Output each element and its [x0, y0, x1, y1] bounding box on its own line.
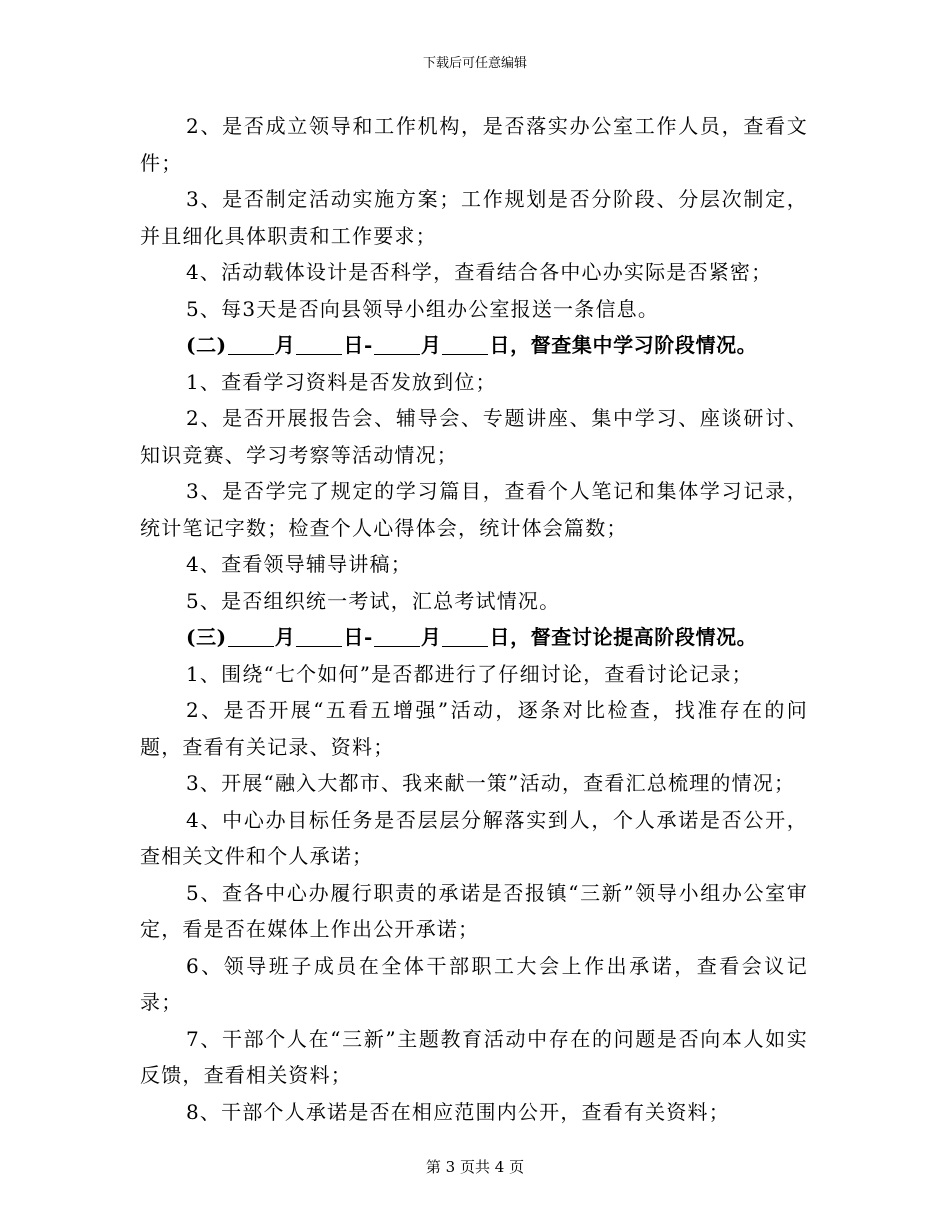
- list-item: 7、干部个人在“三新”主题教育活动中存在的问题是否向本人如实反馈，查看相关资料；: [140, 1026, 808, 1087]
- heading-prefix: (三): [186, 625, 227, 649]
- list-item: 4、查看领导辅导讲稿；: [186, 552, 412, 576]
- document-body: [140, 108, 808, 1130]
- list-item: 5、每3天是否向县领导小组办公室报送一条信息。: [186, 296, 660, 321]
- date-blank: [228, 624, 274, 647]
- heading-prefix: (二): [186, 333, 227, 357]
- list-item: 3、是否制定活动实施方案；工作规划是否分阶段、分层次制定，并且细化具体职责和工作要求；: [140, 187, 808, 248]
- date-blank: [296, 332, 342, 355]
- list-item: 3、是否学完了规定的学习篇目，查看个人笔记和集体学习记录，统计笔记字数；检查个人心得体会，统计体会篇数；: [140, 479, 808, 540]
- heading-month: 月: [274, 333, 296, 357]
- heading-month: 月: [420, 333, 442, 357]
- list-item: 5、是否组织统一考试，汇总考试情况。: [186, 588, 561, 613]
- list-item: 4、活动载体设计是否科学，查看结合各中心办实际是否紧密；: [186, 260, 773, 284]
- page-footer: 第 3 页共 4 页: [425, 1158, 525, 1176]
- list-item: 3、开展“融入大都市、我来献一策”活动，查看汇总梳理的情况；: [186, 771, 796, 795]
- heading-day: 日-: [343, 333, 373, 357]
- page-header: 下载后可任意编辑: [422, 56, 527, 71]
- heading-title: 督查讨论提高阶段情况。: [530, 625, 758, 649]
- heading-month: 月: [274, 625, 296, 649]
- date-blank: [296, 624, 342, 647]
- heading-title: 督查集中学习阶段情况。: [530, 333, 758, 357]
- heading-month: 月: [420, 625, 442, 649]
- date-blank: [442, 624, 488, 647]
- list-item: 2、是否成立领导和工作机构，是否落实办公室工作人员，查看文件；: [140, 114, 808, 175]
- heading-day: 日，: [489, 625, 531, 649]
- list-item: 5、查各中心办履行职责的承诺是否报镇“三新”领导小组办公室审定，看是否在媒体上作出公开承诺；: [140, 880, 808, 941]
- date-blank: [374, 624, 420, 647]
- list-item: 2、是否开展“五看五增强”活动，逐条对比检查，找准存在的问题，查看有关记录、资料；: [140, 698, 808, 759]
- section-heading-3: [140, 619, 808, 656]
- date-blank: [228, 332, 274, 355]
- date-blank: [442, 332, 488, 355]
- list-item: 4、中心办目标任务是否层层分解落实到人，个人承诺是否公开，查相关文件和个人承诺；: [140, 807, 808, 868]
- list-item: 2、是否开展报告会、辅导会、专题讲座、集中学习、座谈研讨、知识竞赛、学习考察等活动情况；: [140, 406, 808, 467]
- section-heading-2: [140, 327, 808, 364]
- heading-day: 日-: [343, 625, 373, 649]
- list-item: 1、查看学习资料是否发放到位；: [186, 369, 497, 394]
- list-item: 1、围绕“七个如何”是否都进行了仔细讨论，查看讨论记录；: [186, 661, 753, 686]
- date-blank: [374, 332, 420, 355]
- heading-day: 日，: [489, 333, 531, 357]
- list-item: 8、干部个人承诺是否在相应范围内公开，查看有关资料；: [186, 1099, 730, 1124]
- list-item: 6、领导班子成员在全体干部职工大会上作出承诺，查看会议记录；: [140, 953, 808, 1014]
